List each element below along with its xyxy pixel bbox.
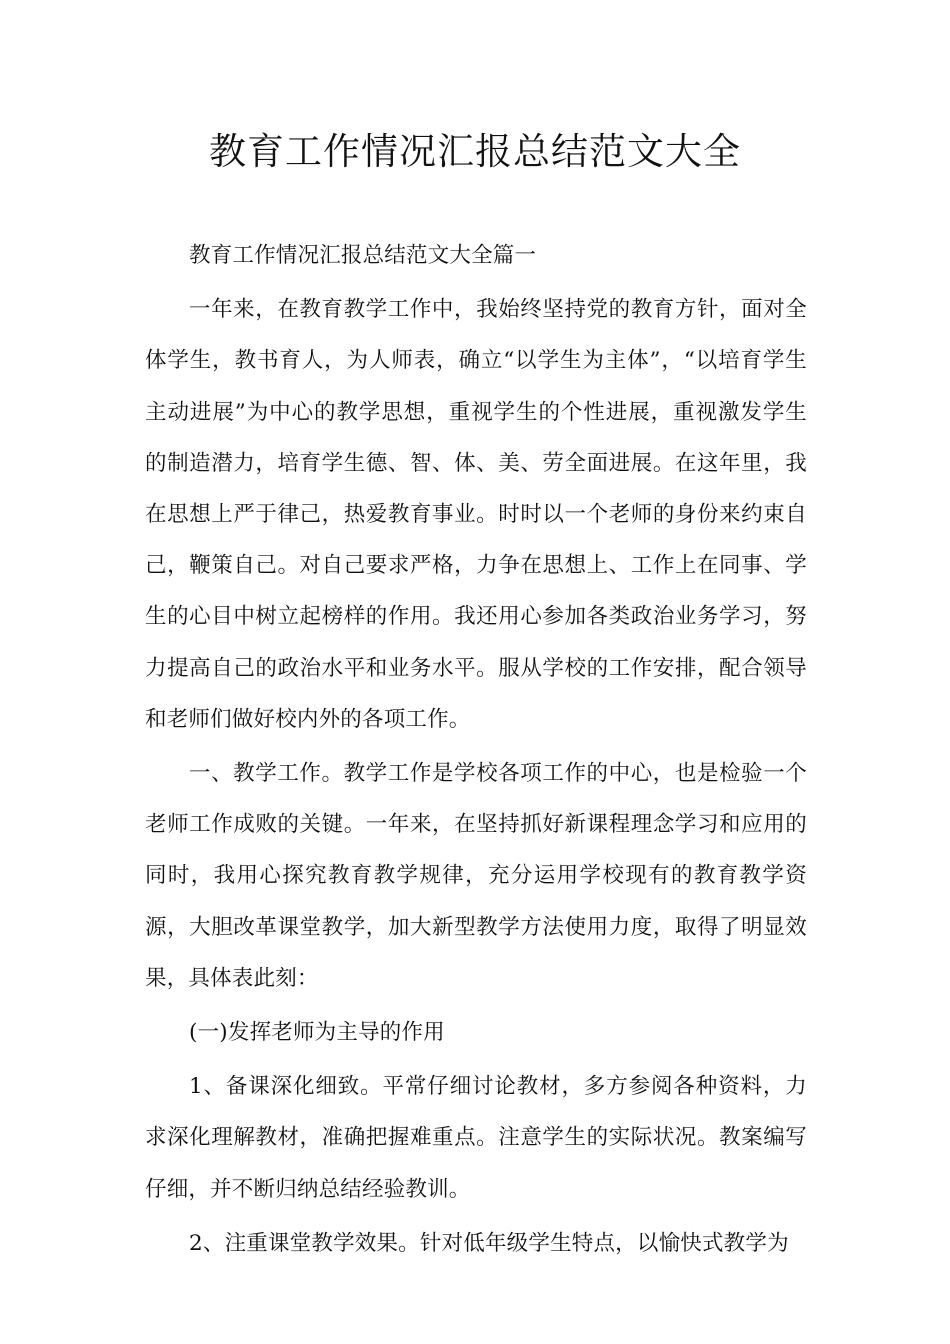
- paragraph: 2、注重课堂教学效果。针对低年级学生特点，以愉快式教学为: [189, 1230, 789, 1256]
- paragraph: 1、备课深化细致。平常仔细讨论教材，多方参阅各种资料，力求深化理解教材，准确把握难重点。注意学生的实际状况。教案编写仔细，并不断归纳总结经验教训。: [145, 1074, 807, 1202]
- paragraph: 一、教学工作。教学工作是学校各项工作的中心，也是检验一个老师工作成败的关键。一年来，在坚持抓好新课程理念学习和应用的同时，我用心探究教育教学规律，充分运用学校现有的教育教学资源，大胆改革课堂教学，加大新型教学方法使用力度，取得了明显效果，具体表此刻：: [145, 761, 807, 991]
- subheading: (一)发挥老师为主导的作用: [189, 1020, 445, 1046]
- document-title: 教育工作情况汇报总结范文大全: [209, 130, 741, 173]
- section-heading: 教育工作情况汇报总结范文大全篇一: [189, 243, 537, 268]
- paragraph: 一年来，在教育教学工作中，我始终坚持党的教育方针，面对全体学生，教书育人，为人师表，确立“以学生为主体”，“以培育学生主动进展”为中心的教学思想，重视学生的个性进展，重视激发学生的制造潜力，培育学生德、智、体、美、劳全面进展。在这年里，我在思想上严于律己，热爱教育事业。时时以一个老师的身份来约束自己，鞭策自己。对自己要求严格，力争在思想上、工作上在同事、学生的心目中树立起榜样的作用。我还用心参加各类政治业务学习，努力提高自己的政治水平和业务水平。服从学校的工作安排，配合领导和老师们做好校内外的各项工作。: [145, 297, 807, 732]
- document-body: [145, 230, 807, 1269]
